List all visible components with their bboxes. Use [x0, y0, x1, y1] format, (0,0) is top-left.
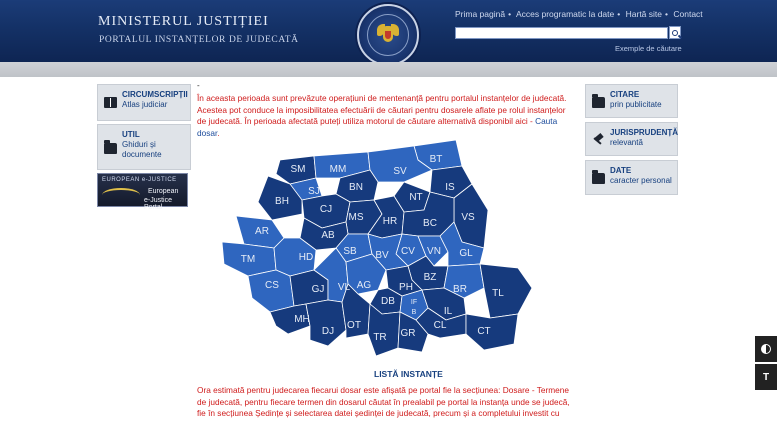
county-label-ar[interactable]: AR: [255, 226, 269, 237]
county-label-mh[interactable]: MH: [294, 314, 310, 325]
util-subtitle-line1: Ghiduri și: [122, 140, 156, 149]
citare-box[interactable]: [585, 84, 678, 118]
county-label-if[interactable]: IF: [410, 299, 418, 306]
county-label-bh[interactable]: BH: [275, 196, 289, 207]
header-divider-bar: [0, 62, 777, 77]
county-label-is[interactable]: IS: [445, 182, 455, 193]
lista-instante-link[interactable]: LISTĂ INSTANȚE: [374, 369, 443, 379]
contrast-toggle-button[interactable]: [755, 336, 777, 362]
county-label-vl[interactable]: VL: [337, 282, 351, 293]
county-tl: [480, 264, 532, 318]
county-label-db[interactable]: DB: [381, 296, 395, 307]
folder-icon: [104, 143, 117, 154]
county-label-gr[interactable]: GR: [400, 328, 416, 339]
county-label-cv[interactable]: CV: [401, 246, 415, 257]
text-size-icon: T: [762, 371, 770, 383]
jurisprudenta-title: JURISPRUDENȚĂ: [610, 128, 679, 137]
eu-stars-icon: [102, 188, 140, 202]
circumscriptii-box[interactable]: [97, 84, 191, 121]
county-label-sb[interactable]: SB: [343, 246, 357, 257]
county-label-bv[interactable]: BV: [375, 250, 389, 261]
top-navigation: Prima pagină • Acces programatic la date • Hartă site • Contact: [455, 9, 703, 19]
county-label-cj[interactable]: CJ: [319, 204, 333, 215]
county-label-sm[interactable]: SM: [290, 164, 306, 175]
county-label-tm[interactable]: TM: [240, 254, 256, 265]
county-ct: [466, 314, 518, 350]
cauta-dosar-link[interactable]: Cauta dosar: [197, 116, 558, 138]
county-label-ms[interactable]: MS: [348, 212, 364, 223]
util-title: UTIL: [122, 130, 140, 139]
folder-icon: [592, 173, 605, 184]
search-button[interactable]: [669, 26, 681, 39]
circumscriptii-subtitle: Atlas judiciar: [122, 100, 168, 109]
book-icon: [104, 97, 117, 108]
county-label-ag[interactable]: AG: [356, 280, 372, 291]
county-label-tr[interactable]: TR: [373, 332, 387, 343]
search-input[interactable]: [455, 27, 668, 39]
county-label-bn[interactable]: BN: [349, 182, 363, 193]
ejustice-portal-banner[interactable]: [97, 173, 188, 211]
search-examples-link[interactable]: Exemple de căutare: [615, 44, 682, 53]
nav-contact[interactable]: Contact: [673, 9, 703, 19]
county-label-hr[interactable]: HR: [382, 216, 398, 227]
text-size-button[interactable]: [755, 364, 777, 390]
county-label-ct[interactable]: CT: [477, 326, 491, 337]
folder-icon: [592, 97, 605, 108]
county-label-ph[interactable]: PH: [399, 282, 413, 293]
util-box[interactable]: [97, 124, 191, 170]
county-label-bc[interactable]: BC: [423, 218, 437, 229]
romania-counties-map: [218, 138, 548, 360]
site-subtitle[interactable]: PORTALUL INSTANȚELOR DE JUDECATĂ: [99, 35, 299, 45]
county-label-tl[interactable]: TL: [492, 288, 504, 299]
notice-end: .: [217, 127, 220, 138]
county-label-nt[interactable]: NT: [409, 192, 423, 203]
jurisprudenta-subtitle: relevantă: [610, 138, 643, 147]
eagle-icon: [377, 22, 399, 48]
ejustice-line1: European: [148, 188, 179, 195]
county-label-cl[interactable]: CL: [433, 320, 447, 331]
date-title: DATE: [610, 166, 632, 175]
county-dj: [306, 300, 346, 346]
citare-title: CITARE: [610, 90, 640, 99]
county-label-sv[interactable]: SV: [393, 166, 407, 177]
date-personale-box[interactable]: [585, 160, 678, 195]
county-label-gl[interactable]: GL: [459, 248, 473, 259]
county-label-mm[interactable]: MM: [329, 164, 347, 175]
county-label-vs[interactable]: VS: [461, 212, 475, 223]
county-label-gj[interactable]: GJ: [311, 284, 325, 295]
county-label-dj[interactable]: DJ: [321, 326, 335, 337]
nav-api-access[interactable]: Acces programatic la date: [515, 9, 615, 19]
nav-sitemap[interactable]: Hartă site: [625, 9, 662, 19]
county-label-vn[interactable]: VN: [427, 246, 441, 257]
county-label-ab[interactable]: AB: [321, 230, 335, 241]
county-label-br[interactable]: BR: [453, 284, 467, 295]
county-label-cs[interactable]: CS: [265, 280, 279, 291]
util-subtitle-line2: documente: [122, 150, 162, 159]
info-paragraph: Ora estimată pentru judecarea fiecarui dosar este afișată pe portal fie la secțiunea: Dosare - Termene de judecată, pentru fiecare termen din dosarul căutat în prealabil pe portal la instanța unde se judecă, fie în secțiunea Ședințe și selectarea datei ședinței de judecată, precum și a completului investit cu: [197, 385, 570, 418]
county-label-b[interactable]: B: [411, 309, 417, 316]
site-header: [0, 0, 777, 62]
county-label-sj[interactable]: SJ: [308, 186, 320, 197]
citare-subtitle: prin publicitate: [610, 100, 662, 109]
ejustice-top: EUROPEAN e-JUSTICE: [102, 177, 177, 183]
date-subtitle: caracter personal: [610, 176, 672, 185]
gavel-icon: [592, 135, 605, 146]
county-label-ot[interactable]: OT: [347, 320, 361, 331]
maintenance-notice: [197, 93, 572, 139]
county-label-il[interactable]: IL: [443, 306, 453, 317]
coat-of-arms-logo[interactable]: [357, 4, 419, 66]
notice-text: În aceasta perioada sunt prevăzute operațiuni de mentenanță pentru portalul instanțelor de judecată. Acestea pot conduce la imposibilitatea efectuării de căutari pentru dosarele aflate pe rolul instanțelor de judecată. În perioada afectată puteți utiliza motorul de căutare alternativă disponibil aici -: [197, 93, 567, 126]
site-title[interactable]: MINISTERUL JUSTIȚIEI: [98, 14, 269, 29]
ejustice-line2: e-Justice Portal: [144, 197, 173, 211]
circumscriptii-title: CIRCUMSCRIPȚII: [122, 90, 188, 99]
dash-text: -: [197, 81, 200, 90]
county-label-bz[interactable]: BZ: [423, 272, 437, 283]
search-icon: [672, 30, 678, 36]
county-label-bt[interactable]: BT: [429, 154, 443, 165]
contrast-icon: [761, 344, 771, 354]
jurisprudenta-box[interactable]: [585, 122, 678, 156]
county-cs: [248, 270, 294, 312]
nav-home[interactable]: Prima pagină: [455, 9, 506, 19]
county-label-hd[interactable]: HD: [298, 252, 314, 263]
